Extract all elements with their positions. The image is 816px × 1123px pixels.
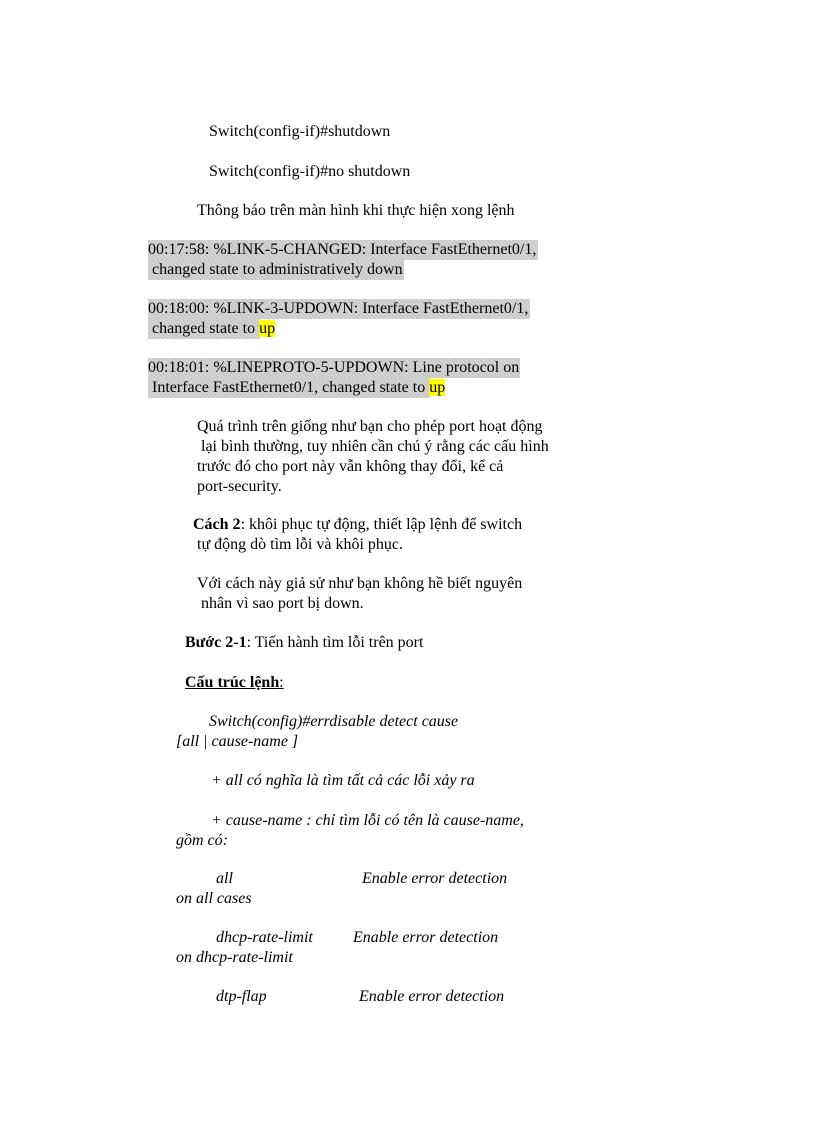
log-2-line-2	[148, 319, 275, 339]
para-1-line-2: lại bình thường, tuy nhiên cần chú ý rằng các cấu hình	[197, 438, 549, 455]
step-text: : Tiến hành tìm lỗi trên port	[246, 634, 424, 651]
syntax-heading-text: Cấu trúc lệnh	[185, 674, 280, 691]
option-description: Enable error detection	[353, 929, 499, 946]
para-1-line-3: trước đó cho port này vẫn không thay đổi, kể cả	[197, 458, 504, 475]
method-2-line-2: tự động dò tìm lỗi và khôi phục.	[193, 536, 403, 553]
command-no-shutdown: Switch(config-if)#no shutdown	[209, 163, 411, 180]
option-description: Enable error detection	[359, 988, 505, 1005]
log-3-state-highlight: up	[429, 379, 446, 396]
option-name: dtp-flap	[216, 988, 267, 1005]
log-2-line-1: 00:18:00: %LINK-3-UPDOWN: Interface FastEthernet0/1,	[148, 300, 529, 317]
para-1-line-4: port-security.	[197, 478, 282, 495]
method-2-line-1	[193, 515, 522, 535]
para-2-line-1: Với cách này giả sử như bạn không hề biết nguyên	[197, 575, 523, 592]
log-1-line-1: 00:17:58: %LINK-5-CHANGED: Interface FastEthernet0/1,	[148, 241, 537, 258]
log-3-line-1: 00:18:01: %LINEPROTO-5-UPDOWN: Line protocol on	[148, 359, 520, 376]
step-heading	[185, 633, 423, 653]
option-description: Enable error detection	[362, 870, 508, 887]
step-label: Bước 2-1	[185, 634, 247, 651]
option-name: dhcp-rate-limit	[216, 929, 313, 946]
bullet-cause-name-line-2: gồm có:	[176, 832, 228, 849]
log-2-state-highlight: up	[259, 320, 276, 337]
log-2-text: changed state to	[148, 320, 260, 337]
log-1-line-2: changed state to administratively down	[148, 261, 403, 278]
option-name: all	[216, 870, 233, 887]
option-description-continued: on all cases	[176, 890, 252, 907]
syntax-line-1: Switch(config)#errdisable detect cause	[209, 713, 459, 730]
syntax-line-2: [all | cause-name ]	[176, 733, 299, 750]
para-1-line-1: Quá trình trên giống như bạn cho phép port hoạt động	[197, 418, 543, 435]
syntax-heading-colon: :	[279, 674, 284, 691]
para-2-line-2: nhân vì sao port bị down.	[197, 595, 364, 612]
command-shutdown: Switch(config-if)#shutdown	[209, 123, 391, 140]
method-2-label: Cách 2	[193, 516, 241, 533]
log-3-text: Interface FastEthernet0/1, changed state to	[148, 379, 430, 396]
log-3-line-2	[148, 378, 445, 398]
notice-text: Thông báo trên màn hình khi thực hiện xong lệnh	[197, 202, 515, 219]
option-description-continued: on dhcp-rate-limit	[176, 949, 293, 966]
bullet-all: + all có nghĩa là tìm tất cả các lỗi xảy ra	[211, 772, 475, 789]
method-2-text: : khôi phục tự động, thiết lập lệnh để switch	[240, 516, 523, 533]
bullet-cause-name-line-1: + cause-name : chỉ tìm lỗi có tên là cause-name,	[211, 812, 524, 829]
syntax-heading	[185, 673, 284, 693]
